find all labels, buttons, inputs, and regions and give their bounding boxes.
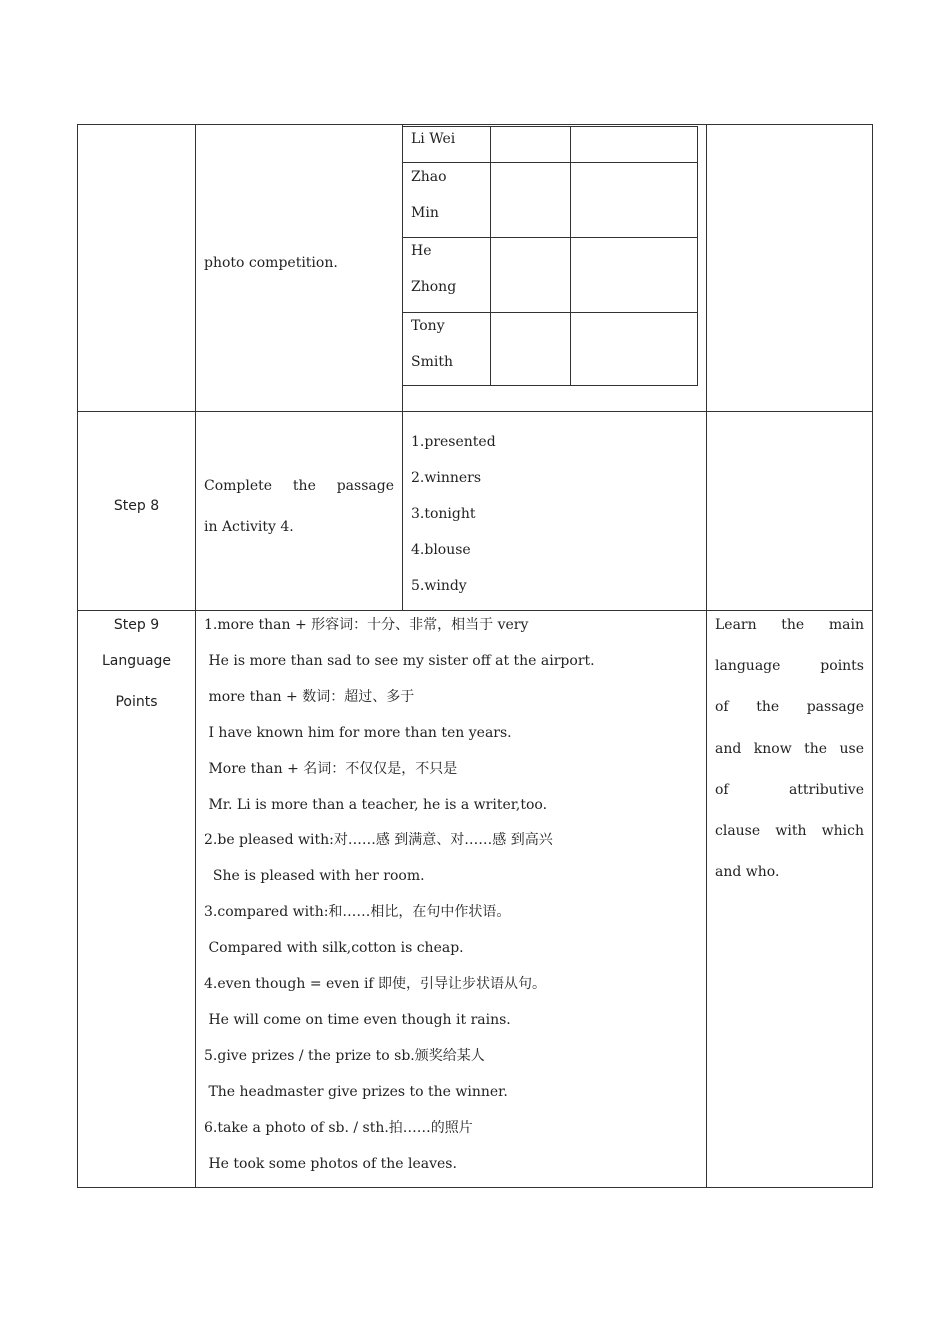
student-name-2-line2: Min <box>411 205 439 221</box>
point-line: 4.even though = even if 即使，引导让步状语从句。 <box>204 976 547 992</box>
student-name-4-line2: Smith <box>411 354 453 370</box>
purpose-line: Learn the main <box>715 617 864 633</box>
table-border-bottom <box>77 1187 873 1188</box>
answer-5: 5.windy <box>411 578 467 594</box>
purpose-line: of attributive <box>715 782 864 798</box>
point-line: 1.more than + 形容词：十分、非常，相当于 very <box>204 617 529 633</box>
point-line: 3.compared with:和……相比，在句中作状语。 <box>204 904 511 920</box>
step-9-label-line1: Step 9 <box>113 617 160 633</box>
answer-3: 3.tonight <box>411 506 476 522</box>
row-divider-1 <box>77 411 873 412</box>
inner-table-left <box>402 126 403 386</box>
student-name-3-line1: He <box>411 243 432 259</box>
task-photo-competition: photo competition. <box>204 255 338 271</box>
table-border-top <box>77 124 873 125</box>
step-9-label-line2: Language <box>101 653 172 669</box>
point-line: 6.take a photo of sb. / sth.拍……的照片 <box>204 1120 473 1136</box>
inner-table-right <box>697 126 698 386</box>
student-name-2-line1: Zhao <box>411 169 447 185</box>
step-8-task-line1: Complete the passage <box>204 478 394 494</box>
point-line: He is more than sad to see my sister off at the airport. <box>204 653 595 669</box>
inner-table-bottom <box>402 385 698 386</box>
step-9-label-line3: Points <box>115 694 158 710</box>
inner-table-row-1 <box>402 162 698 163</box>
point-line: The headmaster give prizes to the winner. <box>204 1084 508 1100</box>
point-line: More than + 名词：不仅仅是，不只是 <box>204 761 458 777</box>
step-8-task-line2: in Activity 4. <box>204 519 294 535</box>
point-line: He took some photos of the leaves. <box>204 1156 457 1172</box>
answer-2: 2.winners <box>411 470 482 486</box>
point-line: I have known him for more than ten years. <box>204 725 512 741</box>
point-line: more than + 数词：超过、多于 <box>204 689 415 705</box>
inner-table-col-1 <box>490 126 491 386</box>
student-name-4-line1: Tony <box>411 318 445 334</box>
inner-table-row-2 <box>402 237 698 238</box>
point-line: Compared with silk,cotton is cheap. <box>204 940 464 956</box>
student-name-1: Li Wei <box>411 131 456 147</box>
step-8-label: Step 8 <box>113 498 160 514</box>
row-divider-2 <box>77 610 873 611</box>
point-line: Mr. Li is more than a teacher, he is a writer,too. <box>204 797 548 813</box>
purpose-line: clause with which <box>715 823 864 839</box>
point-line: She is pleased with her room. <box>204 868 425 884</box>
answer-1: 1.presented <box>411 434 496 450</box>
inner-table-col-2 <box>570 126 571 386</box>
column-divider-1 <box>195 124 196 1188</box>
purpose-line: and know the use <box>715 741 864 757</box>
inner-table-row-3 <box>402 312 698 313</box>
purpose-line: of the passage <box>715 699 864 715</box>
purpose-line: language points <box>715 658 864 674</box>
column-divider-3 <box>706 124 707 1188</box>
table-border-right <box>872 124 873 1188</box>
point-line: 2.be pleased with:对……感 到满意、对……感 到高兴 <box>204 832 553 848</box>
purpose-line: and who. <box>715 864 780 880</box>
answer-4: 4.blouse <box>411 542 471 558</box>
student-name-3-line2: Zhong <box>411 279 457 295</box>
point-line: He will come on time even though it rains. <box>204 1012 511 1028</box>
inner-table-top <box>402 126 698 127</box>
point-line: 5.give prizes / the prize to sb.颁奖给某人 <box>204 1048 485 1064</box>
